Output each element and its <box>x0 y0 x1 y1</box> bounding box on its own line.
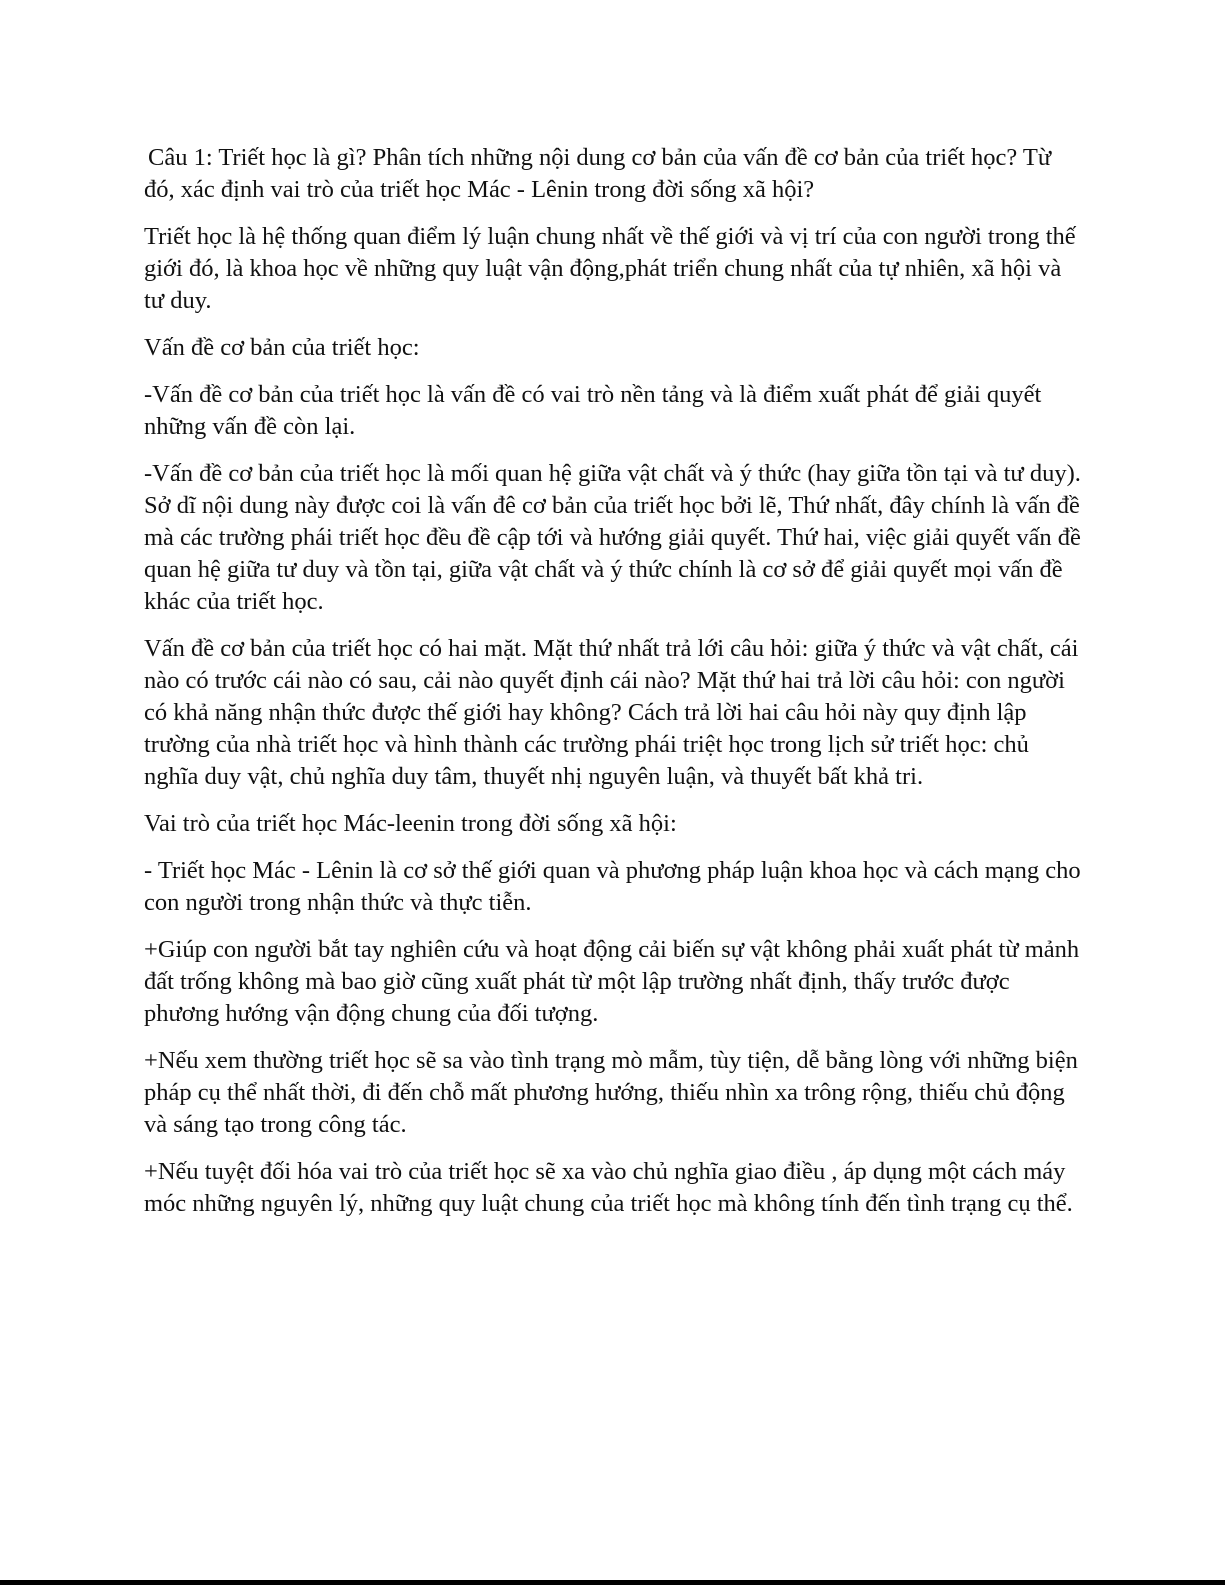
paragraph-basic-problem-1: -Vấn đề cơ bản của triết học là vấn đề có vai trò nền tảng và là điểm xuất phát để giải quyết những vấn đề còn lại. <box>144 381 1042 440</box>
paragraph-role-2: +Giúp con người bắt tay nghiên cứu và hoạt động cải biến sự vật không phải xuất phát từ mảnh đất trống không mà bao giờ cũng xuất phát từ một lập trường nhất định, thấy trước được phương hướng vận động chung của đối tượng. <box>144 936 1080 1027</box>
paragraph-basic-problem-heading: Vấn đề cơ bản của triết học: <box>144 334 420 361</box>
page-bottom-border <box>0 1580 1225 1585</box>
paragraph-role-heading: Vai trò của triết học Mác-leenin trong đời sống xã hội: <box>144 810 677 837</box>
paragraph-role-3: +Nếu xem thường triết học sẽ sa vào tình trạng mò mẫm, tùy tiện, dễ bằng lòng với những biện pháp cụ thể nhất thời, đi đến chỗ mất phương hướng, thiếu nhìn xa trông rộng, thiếu chủ động và sáng tạo trong công tác. <box>144 1047 1078 1138</box>
paragraph-two-sides: Vấn đề cơ bản của triết học có hai mặt. Mặt thứ nhất trả lới câu hỏi: giữa ý thức và vật chất, cái nào có trước cái nào có sau, cải nào quyết định cái nào? Mặt thứ hai trả lời câu hỏi: con người có khả năng nhận thức được thế giới hay không? Cách trả lời hai câu hỏi này quy định lập trường của nhà triết học và hình thành các trường phái triệt học trong lịch sử triết học: chủ nghĩa duy vật, chủ nghĩa duy tâm, thuyết nhị nguyên luận, và thuyết bất khả tri. <box>144 635 1079 790</box>
question-heading: Câu 1: Triết học là gì? Phân tích những nội dung cơ bản của vấn đề cơ bản của triết học? Từ đó, xác định vai trò của triết học Mác - Lênin trong đời sống xã hội? <box>144 144 1052 203</box>
paragraph-definition: Triết học là hệ thống quan điểm lý luận chung nhất về thế giới và vị trí của con người trong thế giới đó, là khoa học về những quy luật vận động,phát triển chung nhất của tự nhiên, xã hội và tư duy. <box>144 223 1076 314</box>
document-body <box>144 142 1084 1235</box>
paragraph-role-1: - Triết học Mác - Lênin là cơ sở thế giới quan và phương pháp luận khoa học và cách mạng cho con người trong nhận thức và thực tiễn. <box>144 857 1081 916</box>
paragraph-role-4: +Nếu tuyệt đối hóa vai trò của triết học sẽ xa vào chủ nghĩa giao điều , áp dụng một cách máy móc những nguyên lý, những quy luật chung của triết học mà không tính đến tình trạng cụ thể. <box>144 1158 1073 1217</box>
paragraph-basic-problem-2: -Vấn đề cơ bản của triết học là mối quan hệ giữa vật chất và ý thức (hay giữa tồn tại và tư duy). Sở dĩ nội dung này được coi là vấn đê cơ bản của triết học bởi lẽ, Thứ nhất, đây chính là vấn đề mà các trường phái triết học đều đề cập tới và hướng giải quyết. Thứ hai, việc giải quyết vấn đề quan hệ giữa tư duy và tồn tại, giữa vật chất và ý thức chính là cơ sở để giải quyết mọi vấn đề khác của triết học. <box>144 460 1081 615</box>
